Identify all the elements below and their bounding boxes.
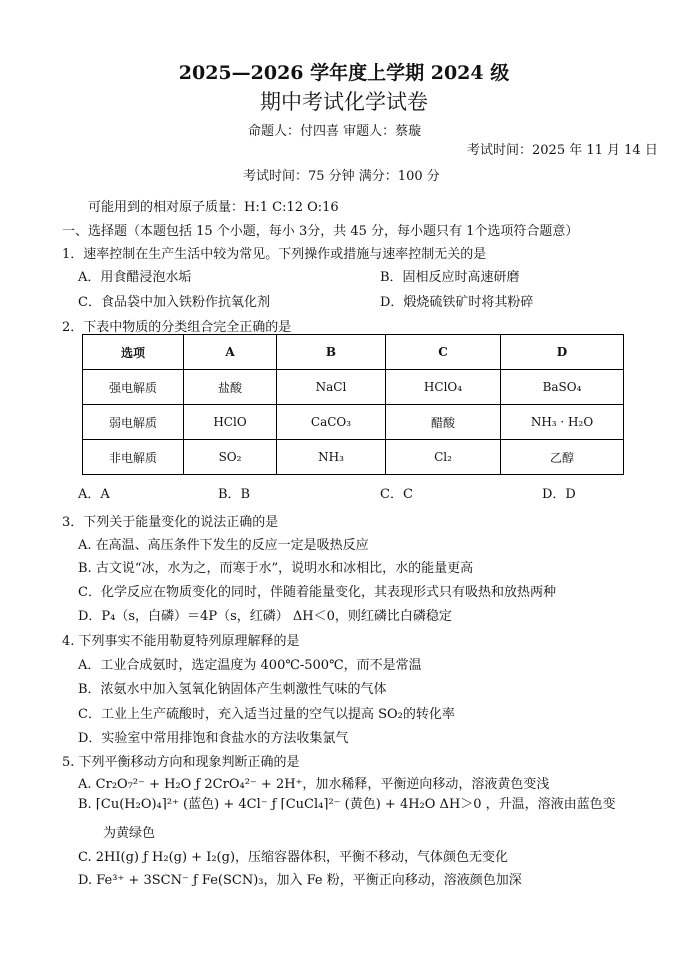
table-cell: HClO₄ [386, 370, 501, 405]
atomic-masses: 可能用到的相对原子质量：H:1 C:12 O:16 [88, 200, 339, 215]
table-cell: CaCO₃ [277, 405, 386, 440]
q1-option-c: C．食品袋中加入铁粉作抗氧化剂 [78, 295, 270, 310]
setter-info: 命题人：付四喜 审题人：蔡璇 [248, 124, 422, 139]
q3-option-d: D．P₄（s，白磷）＝4P（s，红磷） ΔH＜0，则红磷比白磷稳定 [78, 609, 452, 624]
table-cell: 非电解质 [83, 440, 184, 475]
table-cell: HClO [184, 405, 277, 440]
q5-option-a: A. Cr₂O₇²⁻ + H₂O ƒ 2CrO₄²⁻ + 2H⁺，加水稀释，平衡逆向移动，溶液黄色变浅 [78, 777, 550, 792]
classification-table [82, 334, 624, 475]
q2-option-c: C．C [380, 487, 413, 502]
section-heading: 一、选择题（本题包括 15 个小题，每小 3分，共 45 分，每小题只有 1个选项符合题意） [62, 224, 579, 239]
duration-score: 考试时间：75 分钟 满分：100 分 [243, 169, 440, 184]
q5-option-d: D. Fe³⁺ + 3SCN⁻ ƒ Fe(SCN)₃，加入 Fe 粉，平衡正向移动，溶液颜色加深 [78, 873, 522, 888]
table-cell: Cl₂ [386, 440, 501, 475]
table-row [83, 405, 624, 440]
q1-option-a: A．用食醋浸泡水垢 [78, 270, 192, 285]
table-header-cell: D [501, 335, 624, 370]
q1-option-b: B．固相反应时高速研磨 [380, 270, 520, 285]
table-header-cell: A [184, 335, 277, 370]
q2-option-d: D．D [542, 487, 576, 502]
q5-option-b: B. ⌈Cu(H₂O)₄⌉²⁺ (蓝色) + 4Cl⁻ ƒ ⌈CuCl₄⌉²⁻ (黄色) + 4H₂O ΔH＞0 ，升温，溶液由蓝色变 [78, 797, 616, 812]
q3-option-a: A. 在高温、高压条件下发生的反应一定是吸热反应 [78, 538, 369, 553]
q5-option-b-continued: 为黄绿色 [103, 826, 156, 841]
q2-option-a: A．A [78, 487, 110, 502]
q3-option-b: B. 古文说“冰，水为之，而寒于水”，说明水和冰相比，水的能量更高 [78, 561, 474, 576]
q1-stem: 1．速率控制在生产生活中较为常见。下列操作或措施与速率控制无关的是 [62, 247, 487, 262]
table-cell: 醋酸 [386, 405, 501, 440]
q4-option-d: D．实验室中常用排饱和食盐水的方法收集氯气 [78, 731, 349, 746]
table-header-cell: C [386, 335, 501, 370]
exam-title-line2: 期中考试化学试卷 [260, 90, 428, 114]
q4-stem: 4. 下列事实不能用勒夏特列原理解释的是 [62, 634, 300, 649]
table-cell: 强电解质 [83, 370, 184, 405]
table-cell: NaCl [277, 370, 386, 405]
q5-option-c: C. 2HI(g) ƒ H₂(g) + I₂(g)，压缩容器体积，平衡不移动，气体颜色无变化 [78, 850, 509, 865]
q2-stem: 2．下表中物质的分类组合完全正确的是 [62, 320, 292, 335]
q5-stem: 5. 下列平衡移动方向和现象判断正确的是 [62, 755, 300, 770]
table-cell: NH₃ · H₂O [501, 405, 624, 440]
q4-option-c: C．工业上生产硫酸时，充入适当过量的空气以提高 SO₂的转化率 [78, 707, 455, 722]
q3-stem: 3．下列关于能量变化的说法正确的是 [62, 515, 279, 530]
exam-title-line1: 2025—2026 学年度上学期 2024 级 [178, 62, 510, 84]
table-row [83, 370, 624, 405]
exam-date: 考试时间：2025 年 11 月 14 日 [467, 143, 658, 158]
table-cell: BaSO₄ [501, 370, 624, 405]
q1-option-d: D．煅烧硫铁矿时将其粉碎 [380, 295, 534, 310]
q4-option-b: B．浓氨水中加入氢氧化钠固体产生刺激性气味的气体 [78, 682, 387, 697]
q4-option-a: A．工业合成氨时，选定温度为 400℃-500℃，而不是常温 [78, 658, 422, 673]
table-header-cell: 选项 [83, 335, 184, 370]
table-cell: 弱电解质 [83, 405, 184, 440]
table-cell: 盐酸 [184, 370, 277, 405]
q2-option-b: B．B [218, 487, 251, 502]
table-header-cell: B [277, 335, 386, 370]
table-row [83, 440, 624, 475]
q3-option-c: C．化学反应在物质变化的同时，伴随着能量变化，其表现形式只有吸热和放热两种 [78, 585, 556, 600]
table-cell: NH₃ [277, 440, 386, 475]
table-cell: 乙醇 [501, 440, 624, 475]
table-cell: SO₂ [184, 440, 277, 475]
